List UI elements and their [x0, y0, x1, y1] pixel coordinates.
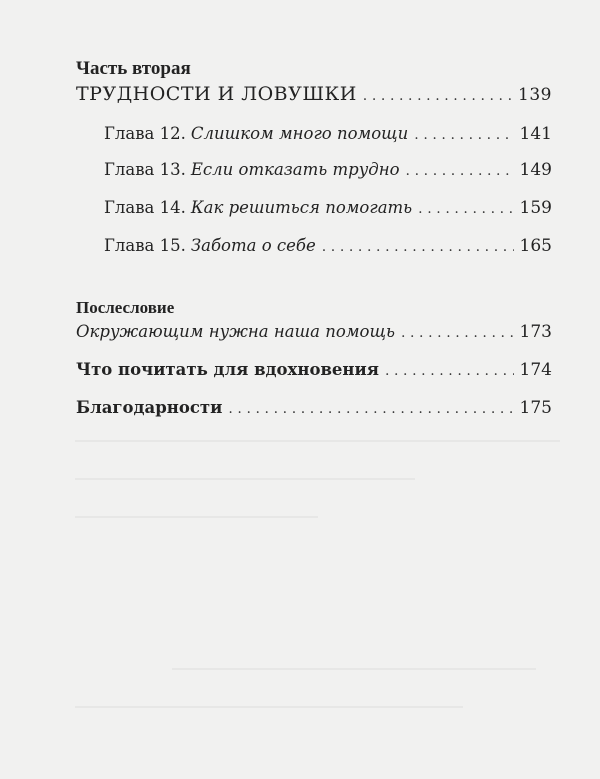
- chapter-number: Глава 15.: [104, 236, 186, 255]
- part-label: Часть вторая: [76, 58, 191, 79]
- leader-dots: [385, 363, 514, 379]
- toc-entry-reading-list[interactable]: [76, 360, 552, 380]
- leader-dots: [401, 325, 514, 341]
- leader-dots: [414, 127, 513, 143]
- chapter-title: Слишком много помощи: [190, 124, 409, 143]
- afterword-title: Окружающим нужна наша помощь: [76, 322, 395, 341]
- show-through-texture: [75, 440, 560, 779]
- leader-dots: [418, 201, 513, 217]
- leader-dots: [363, 88, 512, 104]
- toc-entry-part-2[interactable]: [76, 83, 552, 105]
- chapter-number: Глава 12.: [104, 124, 186, 143]
- chapter-number: Глава 13.: [104, 160, 186, 179]
- toc-entry-acknowledgements[interactable]: [76, 398, 552, 418]
- part-title: ТРУДНОСТИ И ЛОВУШКИ: [76, 83, 357, 105]
- page-number: 174: [519, 360, 552, 380]
- leader-dots: [228, 401, 513, 417]
- page-number: 165: [519, 236, 552, 256]
- toc-entry-chapter-14[interactable]: [104, 198, 552, 218]
- toc-entry-chapter-12[interactable]: [104, 124, 552, 144]
- leader-dots: [406, 163, 514, 179]
- leader-dots: [322, 239, 514, 255]
- chapter-title: Как решиться помогать: [190, 198, 413, 217]
- page-number: 149: [519, 160, 552, 180]
- page-number: 141: [519, 124, 552, 144]
- toc-entry-afterword[interactable]: [76, 322, 552, 342]
- page-number: 139: [518, 85, 552, 105]
- chapter-number: Глава 14.: [104, 198, 186, 217]
- afterword-label: Послесловие: [76, 298, 175, 317]
- page-number: 173: [519, 322, 552, 342]
- page-number: 159: [519, 198, 552, 218]
- entry-title: Благодарности: [76, 398, 223, 417]
- chapter-title: Если отказать трудно: [190, 160, 400, 179]
- page-number: 175: [519, 398, 552, 418]
- toc-entry-chapter-13[interactable]: [104, 160, 552, 180]
- chapter-title: Забота о себе: [190, 236, 316, 255]
- toc-entry-chapter-15[interactable]: [104, 236, 552, 256]
- entry-title: Что почитать для вдохновения: [76, 360, 379, 379]
